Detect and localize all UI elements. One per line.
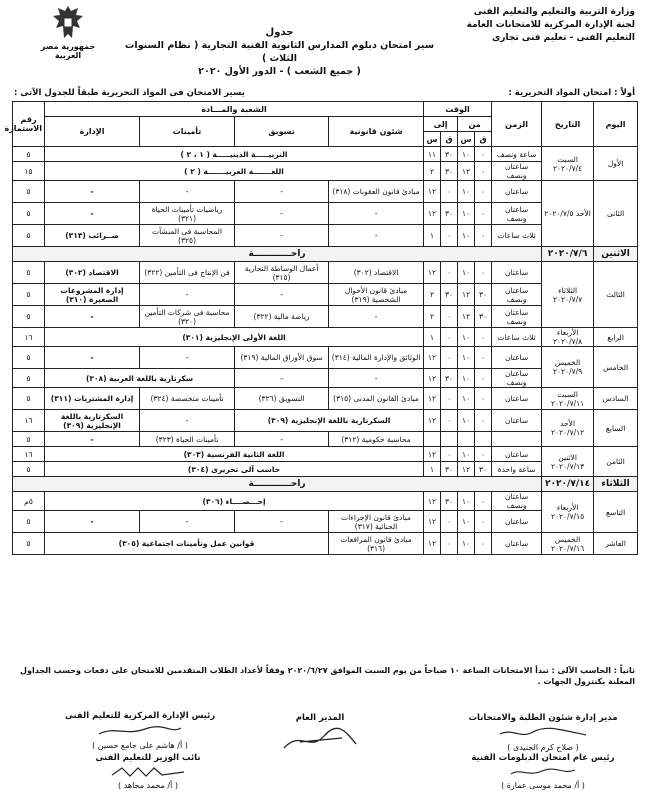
section-note: يسير الامتحان فى المواد التحريرية طبقاً للجدول الآتى : bbox=[14, 88, 245, 98]
common-subject-cell: حاسب آلى تحريرى (٣٠٤) bbox=[45, 462, 424, 477]
date-cell: الأحد ٢٠٢٠/٧/٥ bbox=[542, 181, 594, 247]
date-cell: الأربعاء ٢٠٢٠/٧/١٥ bbox=[542, 492, 594, 533]
date-cell: الخميس ٢٠٢٠/٧/١٦ bbox=[542, 533, 594, 555]
subject-shuoon-cell: مبادئ القانون المدنى (٣١٥) bbox=[329, 388, 424, 410]
total-cell: ٥م bbox=[13, 492, 45, 511]
day-cell: الأول bbox=[594, 147, 638, 181]
from-hour-cell: ١٠ bbox=[458, 262, 475, 284]
to-minutes-cell: ٠ bbox=[441, 511, 458, 533]
to-minutes-cell: ٠ bbox=[441, 388, 458, 410]
to-minutes-cell bbox=[441, 432, 458, 447]
to-hour-cell: ١ bbox=[424, 225, 441, 247]
total-cell: ١٦ bbox=[13, 447, 45, 462]
section-heading: أولاً : امتحان المواد التحريرية : bbox=[508, 88, 635, 98]
to-hour-cell: ١٢ bbox=[424, 410, 441, 432]
sector-name: التعليم الفنى - تعليم فنى تجارى bbox=[492, 33, 635, 43]
handwritten-signature bbox=[280, 726, 360, 754]
handwritten-signature bbox=[498, 726, 588, 740]
subject-marketing-cell: - bbox=[235, 203, 329, 225]
subject-admin-cell: - bbox=[45, 203, 140, 225]
total-cell: ١٦ bbox=[13, 410, 45, 432]
to-hour-cell: ١٢ bbox=[424, 533, 441, 555]
date-cell: ٢٠٢٠/٧/١٤ bbox=[542, 477, 594, 492]
total-cell: ٥ bbox=[13, 181, 45, 203]
date-cell: الخميس ٢٠٢٠/٧/٩ bbox=[542, 347, 594, 388]
to-minutes-cell: ٣٠ bbox=[441, 203, 458, 225]
duration-cell: ساعتان bbox=[492, 447, 542, 462]
subject-insurance-cell: - bbox=[140, 181, 235, 203]
table-row bbox=[13, 410, 638, 432]
to-minutes-cell: ٣٠ bbox=[441, 162, 458, 181]
subject-shuoon-cell: مبادئ قانون العقوبات (٣١٨) bbox=[329, 181, 424, 203]
duration-cell: ساعتان bbox=[492, 511, 542, 533]
signature-title: مدير إدارة شئون الطلبة والامتحانات bbox=[468, 713, 618, 723]
from-minutes-cell: ٣٠ bbox=[475, 462, 492, 477]
subject-shuoon-cell: مبادئ قانون المرافعات (٣١٦) bbox=[329, 533, 424, 555]
signature-title: رئيس الإدارة المركزية للتعليم الفنى bbox=[64, 711, 216, 721]
to-minutes-cell: ٠ bbox=[441, 533, 458, 555]
duration-cell: ساعة ونصف bbox=[492, 147, 542, 162]
date-cell: الأربعاء ٢٠٢٠/٧/٨ bbox=[542, 328, 594, 347]
total-cell: ٥ bbox=[13, 347, 45, 369]
to-minutes-cell: ٠ bbox=[441, 328, 458, 347]
handwritten-signature bbox=[508, 766, 578, 778]
total-cell: ٥ bbox=[13, 306, 45, 328]
from-minutes-cell: ٠ bbox=[475, 388, 492, 410]
duration-cell: ثلاث ساعات bbox=[492, 225, 542, 247]
from-hour-cell: ١٠ bbox=[458, 328, 475, 347]
signature-name: ( أ/ محمد موسى عمارة ) bbox=[501, 781, 585, 790]
signature-title: نائب الوزير للتعليم الفنى bbox=[95, 753, 201, 763]
to-minutes-cell: ٠ bbox=[441, 447, 458, 462]
to-hour-cell: ١١ bbox=[424, 147, 441, 162]
from-hour-cell: ١٠ bbox=[458, 225, 475, 247]
signature-name: ( صلاح كرم الجنيدى ) bbox=[507, 743, 579, 752]
rest-day-cell: راحــــــــــــة bbox=[13, 477, 542, 492]
from-hour-cell: ١٠ bbox=[458, 388, 475, 410]
total-cell: ٥ bbox=[13, 462, 45, 477]
to-minutes-cell: ٠ bbox=[441, 410, 458, 432]
total-cell: ٥ bbox=[13, 432, 45, 447]
table-row bbox=[13, 533, 638, 555]
col-from-q: ق bbox=[475, 132, 492, 147]
day-cell: الثالث bbox=[594, 262, 638, 328]
duration-cell: ساعتان bbox=[492, 410, 542, 432]
date-cell: السبت ٢٠٢٠/٧/١١ bbox=[542, 388, 594, 410]
duration-cell: ساعتان bbox=[492, 533, 542, 555]
subject-insurance-cell: فن الإنتاج فى التأمين (٣٢٢) bbox=[140, 262, 235, 284]
subject-insurance-cell: - bbox=[140, 410, 235, 432]
duration-cell: ثلاث ساعات bbox=[492, 328, 542, 347]
from-minutes-cell bbox=[475, 432, 492, 447]
to-hour-cell: ١٢ bbox=[424, 203, 441, 225]
from-hour-cell: ١٢ bbox=[458, 462, 475, 477]
from-hour-cell: ١٢ bbox=[458, 162, 475, 181]
from-hour-cell: ١٠ bbox=[458, 347, 475, 369]
duration-cell bbox=[492, 432, 542, 447]
republic-name: جمهورية مصر العربية bbox=[40, 42, 96, 60]
day-cell: الثلاثاء bbox=[594, 477, 638, 492]
to-hour-cell: ١٢ bbox=[424, 447, 441, 462]
to-minutes-cell: ٣٠ bbox=[441, 369, 458, 388]
date-cell: السبت ٢٠٢٠/٧/٤ bbox=[542, 147, 594, 181]
date-cell: الأحد ٢٠٢٠/٧/١٢ bbox=[542, 410, 594, 447]
subject-marketing-cell: - bbox=[235, 284, 329, 306]
header-center bbox=[120, 26, 439, 78]
from-hour-cell: ١٠ bbox=[458, 181, 475, 203]
total-cell: ٥ bbox=[13, 225, 45, 247]
table-row bbox=[13, 347, 638, 369]
from-hour-cell: ١٠ bbox=[458, 447, 475, 462]
from-minutes-cell: ٠ bbox=[475, 203, 492, 225]
day-cell: السابع bbox=[594, 410, 638, 447]
from-hour-cell: ١٠ bbox=[458, 147, 475, 162]
handwritten-signature bbox=[95, 724, 185, 738]
shared-subject-cell: السكرتارية باللغة الإنجليزية (٣٠٩) bbox=[235, 410, 424, 432]
table-row bbox=[13, 262, 638, 284]
table-row bbox=[13, 247, 638, 262]
subject-admin-cell: السكرتارية باللغة الإنجليزية (٣٠٩) bbox=[45, 410, 140, 432]
signature-diplomas bbox=[453, 752, 633, 792]
from-hour-cell: ١٠ bbox=[458, 410, 475, 432]
duration-cell: ساعتان ونصف bbox=[492, 284, 542, 306]
signature-name: ( أ/ محمد مجاهد ) bbox=[118, 781, 178, 790]
to-minutes-cell: ٣٠ bbox=[441, 284, 458, 306]
handwritten-signature bbox=[108, 766, 188, 778]
from-hour-cell: ١٠ bbox=[458, 203, 475, 225]
from-minutes-cell: ٠ bbox=[475, 410, 492, 432]
duration-cell: ساعتان ونصف bbox=[492, 162, 542, 181]
subject-marketing-cell: - bbox=[235, 511, 329, 533]
total-cell: ٥ bbox=[13, 203, 45, 225]
table-row bbox=[13, 492, 638, 511]
exam-schedule-table bbox=[4, 101, 638, 555]
from-hour-cell: ١٠ bbox=[458, 511, 475, 533]
common-subject-cell: اللغـــــــة العربيـــــــة ( ٢ ) bbox=[45, 162, 424, 181]
page-subtitle: ( جميع الشعب ) - الدور الأول ٢٠٢٠ bbox=[198, 66, 361, 77]
day-cell: الاثنين bbox=[594, 247, 638, 262]
duration-cell: ساعتان ونصف bbox=[492, 369, 542, 388]
to-minutes-cell: ٣٠ bbox=[441, 462, 458, 477]
subject-admin-cell: إدارة المشتريات (٣١١) bbox=[45, 388, 140, 410]
from-minutes-cell: ٠ bbox=[475, 181, 492, 203]
to-hour-cell: ١٢ bbox=[424, 262, 441, 284]
table-row bbox=[13, 181, 638, 203]
subject-shuoon-cell: محاسبة حكومية (٣١٢) bbox=[329, 432, 424, 447]
from-hour-cell: ١٠ bbox=[458, 492, 475, 511]
page-title: سير امتحان دبلوم المدارس الثانوية الفنية التجارية ( نظام السنوات الثلاث ) bbox=[124, 40, 435, 64]
from-minutes-cell: ٠ bbox=[475, 262, 492, 284]
subject-admin-cell: - bbox=[45, 181, 140, 203]
total-cell: ١٦ bbox=[13, 328, 45, 347]
from-hour-cell: ١٢ bbox=[458, 284, 475, 306]
to-hour-cell: ٢ bbox=[424, 306, 441, 328]
col-from-s: س bbox=[458, 132, 475, 147]
to-minutes-cell: ٠ bbox=[441, 306, 458, 328]
to-hour-cell: ١٢ bbox=[424, 347, 441, 369]
duration-cell: ساعتان ونصف bbox=[492, 492, 542, 511]
eagle-emblem-icon bbox=[51, 4, 85, 40]
col-marketing: تسويق bbox=[235, 117, 329, 147]
col-to-q: ق bbox=[441, 132, 458, 147]
subject-shuoon-cell: الوثائق والإدارة المالية (٣١٤) bbox=[329, 347, 424, 369]
from-minutes-cell: ٠ bbox=[475, 369, 492, 388]
col-time: الوقت bbox=[424, 102, 492, 117]
computer-exam-note: ثانياً : الحاسب الآلى : تبدأ الامتحانات الساعة ١٠ صباحاً من يوم السبت الموافق ٢٠٢٠/٦/٢٧ وفقاً لأعداد الطلاب المتقدمين للامتحان على دفعات وحسب الجداول المعلنة بكنترول الجهات . bbox=[20, 666, 635, 686]
subject-admin-cell: - bbox=[45, 432, 140, 447]
from-minutes-cell: ٠ bbox=[475, 533, 492, 555]
duration-cell: ساعتان ونصف bbox=[492, 203, 542, 225]
subject-marketing-cell: التسويق (٣٢٦) bbox=[235, 388, 329, 410]
day-cell: الثانى bbox=[594, 181, 638, 247]
common-subject-cell: اللغة الثانية الفرنسية (٣٠٣) bbox=[45, 447, 424, 462]
from-hour-cell: ١٠ bbox=[458, 533, 475, 555]
col-date: التاريخ bbox=[542, 102, 594, 147]
subject-marketing-cell: سوق الأوراق المالية (٣١٩) bbox=[235, 347, 329, 369]
col-insurance: تأمينات bbox=[140, 117, 235, 147]
col-admin: الإدارة bbox=[45, 117, 140, 147]
to-minutes-cell: ٣٠ bbox=[441, 147, 458, 162]
day-cell: العاشر bbox=[594, 533, 638, 555]
duration-cell: ساعتان bbox=[492, 181, 542, 203]
total-cell: ٥ bbox=[13, 284, 45, 306]
subject-shuoon-cell: الاقتصاد (٣٠٢) bbox=[329, 262, 424, 284]
subject-shuoon-cell: - bbox=[329, 203, 424, 225]
day-cell: التاسع bbox=[594, 492, 638, 533]
from-minutes-cell: ٣٠ bbox=[475, 284, 492, 306]
subject-admin-cell: - bbox=[45, 511, 140, 533]
subject-shuoon-cell: - bbox=[329, 369, 424, 388]
day-cell: الرابع bbox=[594, 328, 638, 347]
day-cell: الثامن bbox=[594, 447, 638, 477]
table-row bbox=[13, 447, 638, 462]
signature-deputy-minister bbox=[48, 752, 248, 792]
subject-insurance-cell: تأمينات الحياة (٣٢٣) bbox=[140, 432, 235, 447]
col-duration: الزمن bbox=[492, 102, 542, 147]
from-hour-cell: ١٠ bbox=[458, 369, 475, 388]
from-minutes-cell: ٠ bbox=[475, 147, 492, 162]
to-minutes-cell: ٠ bbox=[441, 347, 458, 369]
subject-marketing-cell: أعمال الوساطة التجارية (٣١٥) bbox=[235, 262, 329, 284]
duration-cell: ساعتان bbox=[492, 388, 542, 410]
header-right bbox=[445, 6, 635, 45]
subject-admin-cell: إدارة المشروعات الصغيرة (٣١٠) bbox=[45, 284, 140, 306]
col-day: اليوم bbox=[594, 102, 638, 147]
to-hour-cell: ٢ bbox=[424, 284, 441, 306]
subject-admin-cell: - bbox=[45, 347, 140, 369]
subject-shuoon-cell: مبادئ قانون الأحوال الشخصية (٣١٩) bbox=[329, 284, 424, 306]
subject-insurance-cell: محاسبة فى شركات التأمين (٣٢٠) bbox=[140, 306, 235, 328]
to-minutes-cell: ٠ bbox=[441, 262, 458, 284]
subject-marketing-cell: - bbox=[235, 432, 329, 447]
subject-insurance-cell: - bbox=[140, 511, 235, 533]
table-row bbox=[13, 477, 638, 492]
subject-insurance-cell: - bbox=[140, 284, 235, 306]
from-minutes-cell: ٠ bbox=[475, 328, 492, 347]
to-hour-cell: ١٢ bbox=[424, 369, 441, 388]
subject-marketing-cell: - bbox=[235, 225, 329, 247]
signature-title: المدير العام bbox=[295, 713, 345, 723]
from-hour-cell: ١٢ bbox=[458, 306, 475, 328]
common-subject-cell: اللغة الأولى الإنجليزية (٣٠١) bbox=[45, 328, 424, 347]
to-minutes-cell: ٠ bbox=[441, 225, 458, 247]
total-cell: ٥ bbox=[13, 369, 45, 388]
from-minutes-cell: ٠ bbox=[475, 511, 492, 533]
col-shuoon: شئون قانونية bbox=[329, 117, 424, 147]
total-cell: ٥ bbox=[13, 262, 45, 284]
subject-marketing-cell: - bbox=[235, 181, 329, 203]
col-branch: الشعبة والمـــادة bbox=[45, 102, 424, 117]
duration-cell: ساعتان ونصف bbox=[492, 306, 542, 328]
signature-title: رئيس عام امتحان الدبلومات الفنية bbox=[471, 753, 615, 763]
common-subject-cell: التربيـــــة الدينيـــــة ( ١ ، ٢ ) bbox=[45, 147, 424, 162]
total-cell: ١٥ bbox=[13, 162, 45, 181]
subject-admin-cell: ضــرائب (٣١٣) bbox=[45, 225, 140, 247]
date-cell: ٢٠٢٠/٧/٦ bbox=[542, 247, 594, 262]
total-cell: ٥ bbox=[13, 533, 45, 555]
to-hour-cell: ١٢ bbox=[424, 388, 441, 410]
subject-marketing-cell: رياضة مالية (٣٢٢) bbox=[235, 306, 329, 328]
to-hour-cell: ١٢ bbox=[424, 181, 441, 203]
common-subject-cell: إحـــصــــاء (٣٠٦) bbox=[45, 492, 424, 511]
table-row bbox=[13, 388, 638, 410]
total-cell: ٥ bbox=[13, 147, 45, 162]
col-to: إلى bbox=[424, 117, 458, 132]
date-cell: الاثنين ٢٠٢٠/٧/١٣ bbox=[542, 447, 594, 477]
duration-cell: ساعتان bbox=[492, 262, 542, 284]
to-minutes-cell: ٠ bbox=[441, 181, 458, 203]
from-minutes-cell: ٣٠ bbox=[475, 306, 492, 328]
col-total: رقم الاستمارة bbox=[13, 102, 45, 147]
day-cell: الخامس bbox=[594, 347, 638, 388]
from-hour-cell bbox=[458, 432, 475, 447]
from-minutes-cell: ٠ bbox=[475, 225, 492, 247]
rest-day-cell: راحــــــــــــة bbox=[13, 247, 542, 262]
subject-insurance-cell: رياضيات تأمينات الحياة (٣٢١) bbox=[140, 203, 235, 225]
table-row bbox=[13, 328, 638, 347]
signature-affairs bbox=[453, 712, 633, 754]
to-hour-cell bbox=[424, 432, 441, 447]
signature-name: ( أ/ هاشم على جامع حسين ) bbox=[92, 741, 188, 750]
admin-name: لجنة الإدارة المركزية للامتحانات العامة bbox=[466, 20, 635, 30]
subject-shuoon-cell: مبادئ قانون الإجراءات الجنائية (٣١٧) bbox=[329, 511, 424, 533]
subject-shuoon-cell: - bbox=[329, 225, 424, 247]
subject-insurance-cell: تأمينات متخصصة (٣٢٤) bbox=[140, 388, 235, 410]
shared-subject-cell: سكرتارية باللغة العربية (٣٠٨) bbox=[45, 369, 235, 388]
to-minutes-cell: ٣٠ bbox=[441, 492, 458, 511]
duration-cell: ساعتان bbox=[492, 347, 542, 369]
subject-admin-cell: الاقتصاد (٣٠٢) bbox=[45, 262, 140, 284]
to-hour-cell: ١ bbox=[424, 462, 441, 477]
date-cell: الثلاثاء ٢٠٢٠/٧/٧ bbox=[542, 262, 594, 328]
shared-subject-cell: قوانين عمل وتأمينات اجتماعية (٣٠٥) bbox=[45, 533, 329, 555]
col-to-s: س bbox=[424, 132, 441, 147]
title-word: جدول bbox=[265, 27, 294, 38]
from-minutes-cell: ٠ bbox=[475, 162, 492, 181]
subject-insurance-cell: المحاسبة فى المنشآت (٣٢٥) bbox=[140, 225, 235, 247]
day-cell: السادس bbox=[594, 388, 638, 410]
from-minutes-cell: ٠ bbox=[475, 447, 492, 462]
to-hour-cell: ١ bbox=[424, 328, 441, 347]
col-from: من bbox=[458, 117, 492, 132]
to-hour-cell: ٢ bbox=[424, 162, 441, 181]
from-minutes-cell: ٠ bbox=[475, 492, 492, 511]
subject-insurance-cell: - bbox=[140, 347, 235, 369]
duration-cell: ساعة واحدة bbox=[492, 462, 542, 477]
header-left bbox=[28, 4, 108, 60]
total-cell: ٥ bbox=[13, 511, 45, 533]
total-cell: ٥ bbox=[13, 388, 45, 410]
subject-admin-cell: - bbox=[45, 306, 140, 328]
signature-central-admin bbox=[40, 710, 240, 752]
to-hour-cell: ١٢ bbox=[424, 511, 441, 533]
to-hour-cell: ١٢ bbox=[424, 492, 441, 511]
subject-shuoon-cell: - bbox=[329, 306, 424, 328]
subject-marketing-cell: - bbox=[235, 369, 329, 388]
table-row bbox=[13, 147, 638, 162]
ministry-name: وزارة التربية والتعليم والتعليم الفنى bbox=[473, 7, 635, 17]
from-minutes-cell: ٠ bbox=[475, 347, 492, 369]
signature-director bbox=[265, 712, 375, 756]
